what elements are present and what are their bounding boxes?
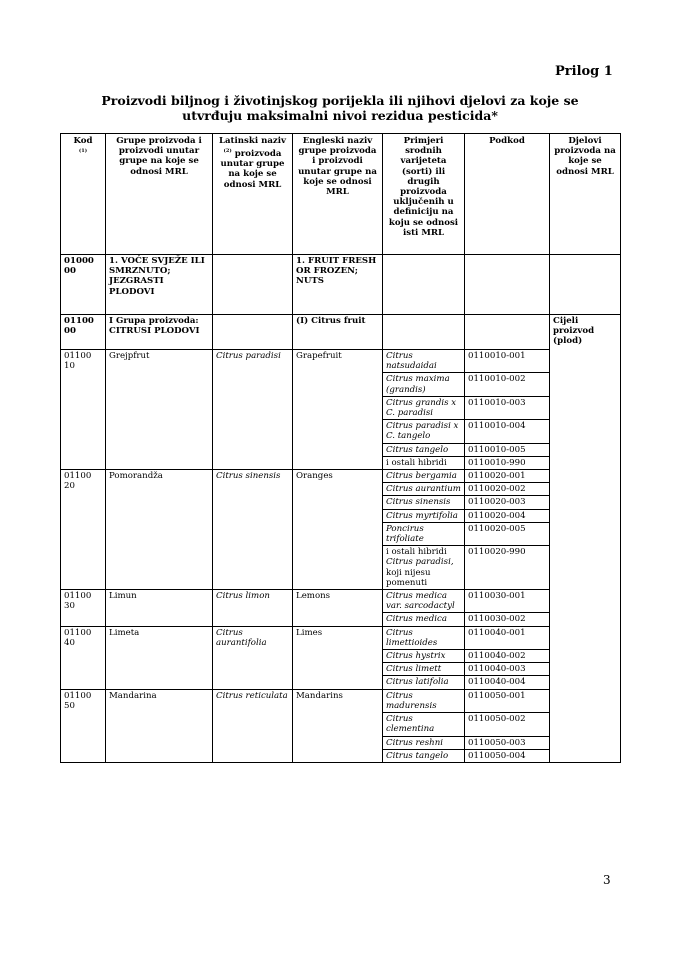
product-english: Oranges — [293, 470, 383, 590]
header-kod: Kod $^{(1)}$ — [61, 134, 106, 255]
subcode: 0110040-003 — [465, 663, 550, 676]
table-row — [61, 350, 621, 373]
subcode: 0110050-003 — [465, 736, 550, 749]
subgroup-subcode — [465, 315, 550, 350]
subcode: 0110010-005 — [465, 443, 550, 456]
product-code: 01100 50 — [61, 689, 106, 762]
section-row — [61, 255, 621, 315]
subcode: 0110050-001 — [465, 689, 550, 712]
header-grupe: Grupe proizvoda i proizvodi unutar grupe na koje se odnosi MRL — [106, 134, 213, 255]
subgroup-row — [61, 315, 621, 350]
table-row — [61, 470, 621, 483]
product-latin: Citrus paradisi — [213, 350, 293, 470]
product-name: Limun — [106, 590, 213, 627]
product-code: 01100 30 — [61, 590, 106, 627]
subcode: 0110010-004 — [465, 420, 550, 443]
mrl-table — [60, 133, 621, 763]
table-row — [61, 626, 621, 649]
product-latin: Citrus aurantifolia — [213, 626, 293, 689]
header-dijelovi: Djelovi proizvoda na koje se odnosi MRL — [550, 134, 621, 255]
subcode: 0110010-002 — [465, 373, 550, 396]
subgroup-latin — [213, 315, 293, 350]
product-code: 01100 10 — [61, 350, 106, 470]
section-group: 1. VOĆE SVJEŽE ILI SMRZNUTO; JEZGRASTI PLODOVI — [106, 255, 213, 315]
subgroup-group: I Grupa proizvoda: CITRUSI PLODOVI — [106, 315, 213, 350]
product-english: Grapefruit — [293, 350, 383, 470]
product-latin: Citrus reticulata — [213, 689, 293, 762]
table-row — [61, 590, 621, 613]
section-subcode — [465, 255, 550, 315]
subgroup-examples — [383, 315, 465, 350]
product-latin: Citrus limon — [213, 590, 293, 627]
title-line-1: Proizvodi biljnog i životinjskog porijekla ili njihovi djelovi za koje se — [101, 93, 579, 108]
subcode: 0110020-002 — [465, 483, 550, 496]
example-variety: Citrus madurensis — [383, 689, 465, 712]
subcode: 0110050-002 — [465, 713, 550, 736]
example-variety: i ostali hibridi — [383, 456, 465, 469]
header-primjeri: Primjeri srodnih varijeteta (sorti) ili drugih proizvoda uključenih u definiciju na koju se odnosi isti MRL — [383, 134, 465, 255]
subcode: 0110020-003 — [465, 496, 550, 509]
subcode: 0110010-003 — [465, 396, 550, 419]
header-engleski: Engleski naziv grupe proizvoda i proizvodi unutar grupe na koje se odnosi MRL — [293, 134, 383, 255]
product-english: Limes — [293, 626, 383, 689]
product-english: Mandarins — [293, 689, 383, 762]
example-variety: Citrus clementina — [383, 713, 465, 736]
product-name: Limeta — [106, 626, 213, 689]
product-name: Pomorandža — [106, 470, 213, 590]
header-row — [61, 134, 621, 255]
example-variety: Citrus bergamia — [383, 470, 465, 483]
subcode: 0110030-002 — [465, 613, 550, 626]
example-variety: i ostali hibridi Citrus paradisi, koji nijesu pomenuti — [383, 546, 465, 590]
header-latinski: Latinski naziv $^{(2)}$ proizvoda unutar grupe na koje se odnosi MRL — [213, 134, 293, 255]
subcode: 0110050-004 — [465, 749, 550, 762]
example-variety: Citrus grandis x C. paradisi — [383, 396, 465, 419]
page-number: 3 — [603, 873, 611, 887]
example-variety: Citrus hystrix — [383, 650, 465, 663]
example-variety: Citrus paradisi x C. tangelo — [383, 420, 465, 443]
subcode: 0110020-005 — [465, 522, 550, 545]
example-variety: Citrus limett — [383, 663, 465, 676]
subgroup-code: 01100 00 — [61, 315, 106, 350]
product-code: 01100 20 — [61, 470, 106, 590]
subcode: 0110010-990 — [465, 456, 550, 469]
example-variety: Citrus aurantium — [383, 483, 465, 496]
example-variety: Citrus sinensis — [383, 496, 465, 509]
subcode: 0110020-001 — [465, 470, 550, 483]
subcode: 0110040-002 — [465, 650, 550, 663]
example-variety: Citrus medica — [383, 613, 465, 626]
subcode: 0110020-990 — [465, 546, 550, 590]
section-code: 01000 00 — [61, 255, 106, 315]
product-name: Mandarina — [106, 689, 213, 762]
annex-label: Prilog 1 — [555, 64, 613, 79]
section-english: 1. FRUIT FRESH OR FROZEN; NUTS — [293, 255, 383, 315]
subcode: 0110010-001 — [465, 350, 550, 373]
example-variety: Citrus tangelo — [383, 443, 465, 456]
example-variety: Citrus natsudaidai — [383, 350, 465, 373]
title-line-2: utvrđuju maksimalni nivoi rezidua pesticida* — [182, 108, 498, 123]
example-variety: Citrus medica var. sarcodactyl — [383, 590, 465, 613]
example-variety: Citrus limettioides — [383, 626, 465, 649]
example-variety: Citrus reshni — [383, 736, 465, 749]
example-variety: Poncirus trifoliate — [383, 522, 465, 545]
product-english: Lemons — [293, 590, 383, 627]
section-latin — [213, 255, 293, 315]
example-variety: Citrus maxima (grandis) — [383, 373, 465, 396]
section-part — [550, 255, 621, 315]
product-latin: Citrus sinensis — [213, 470, 293, 590]
product-code: 01100 40 — [61, 626, 106, 689]
table-row — [61, 689, 621, 712]
header-podkod: Podkod — [465, 134, 550, 255]
subgroup-english: (I) Citrus fruit — [293, 315, 383, 350]
subcode: 0110020-004 — [465, 509, 550, 522]
subcode: 0110030-001 — [465, 590, 550, 613]
subcode: 0110040-004 — [465, 676, 550, 689]
example-variety: Citrus myrtifolia — [383, 509, 465, 522]
subgroup-part: Cijeli proizvod (plod) — [550, 315, 621, 763]
example-variety: Citrus tangelo — [383, 749, 465, 762]
example-variety: Citrus latifolia — [383, 676, 465, 689]
document-title — [60, 93, 620, 123]
product-name: Grejpfrut — [106, 350, 213, 470]
section-examples — [383, 255, 465, 315]
subcode: 0110040-001 — [465, 626, 550, 649]
